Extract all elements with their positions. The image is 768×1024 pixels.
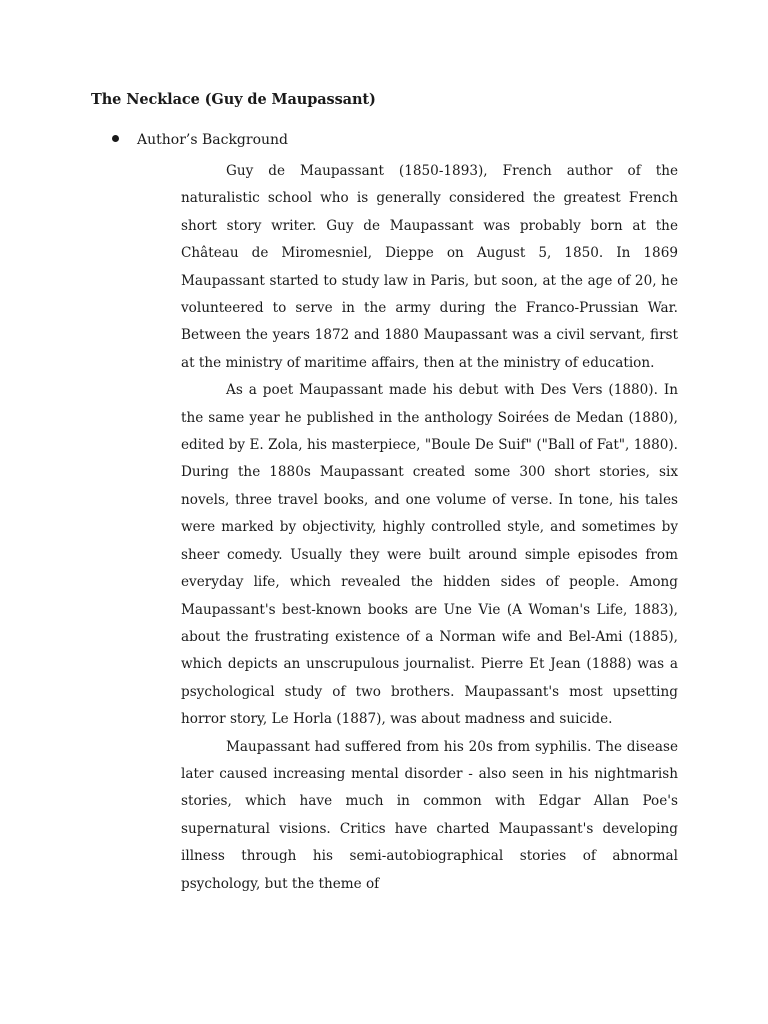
bullet-icon bbox=[112, 135, 119, 142]
paragraph-2: As a poet Maupassant made his debut with Des Vers (1880). In the same year he published in the anthology Soirées de Medan (1880), edited by E. Zola, his masterpiece, "Boule De Suif" ("Ball of Fat", 1880). During the 1880s Maupassant created some 300 short stories, six novels, three travel books, and one volume of verse. In tone, his tales were marked by objectivity, highly controlled style, and sometimes by sheer comedy. Usually they were built around simple episodes from everyday life, which revealed the hidden sides of people. Among Maupassant's best-known books are Une Vie (A Woman's Life, 1883), about the frustrating existence of a Norman wife and Bel-Ami (1885), which depicts an unscrupulous journalist. Pierre Et Jean (1888) was a psychological study of two brothers. Maupassant's most upsetting horror story, Le Horla (1887), was about madness and suicide. bbox=[181, 382, 678, 728]
section-label: Author’s Background bbox=[137, 132, 289, 148]
paragraph-1: Guy de Maupassant (1850-1893), French author of the naturalistic school who is generally considered the greatest French short story writer. Guy de Maupassant was probably born at the Château de Miromesniel, Dieppe on August 5, 1850. In 1869 Maupassant started to study law in Paris, but soon, at the age of 20, he volunteered to serve in the army during the Franco-Prussian War. Between the years 1872 and 1880 Maupassant was a civil servant, first at the ministry of maritime affairs, then at the ministry of education. bbox=[181, 163, 678, 371]
paragraph-3: Maupassant had suffered from his 20s from syphilis. The disease later caused increasing mental disorder - also seen in his nightmarish stories, which have much in common with Edgar Allan Poe's supernatural visions. Critics have charted Maupassant's developing illness through his semi-autobiographical stories of abnormal psychology, but the theme of bbox=[181, 738, 678, 892]
section-bullet bbox=[112, 132, 288, 148]
document-title: The Necklace (Guy de Maupassant) bbox=[91, 91, 376, 108]
body-text bbox=[181, 158, 678, 898]
